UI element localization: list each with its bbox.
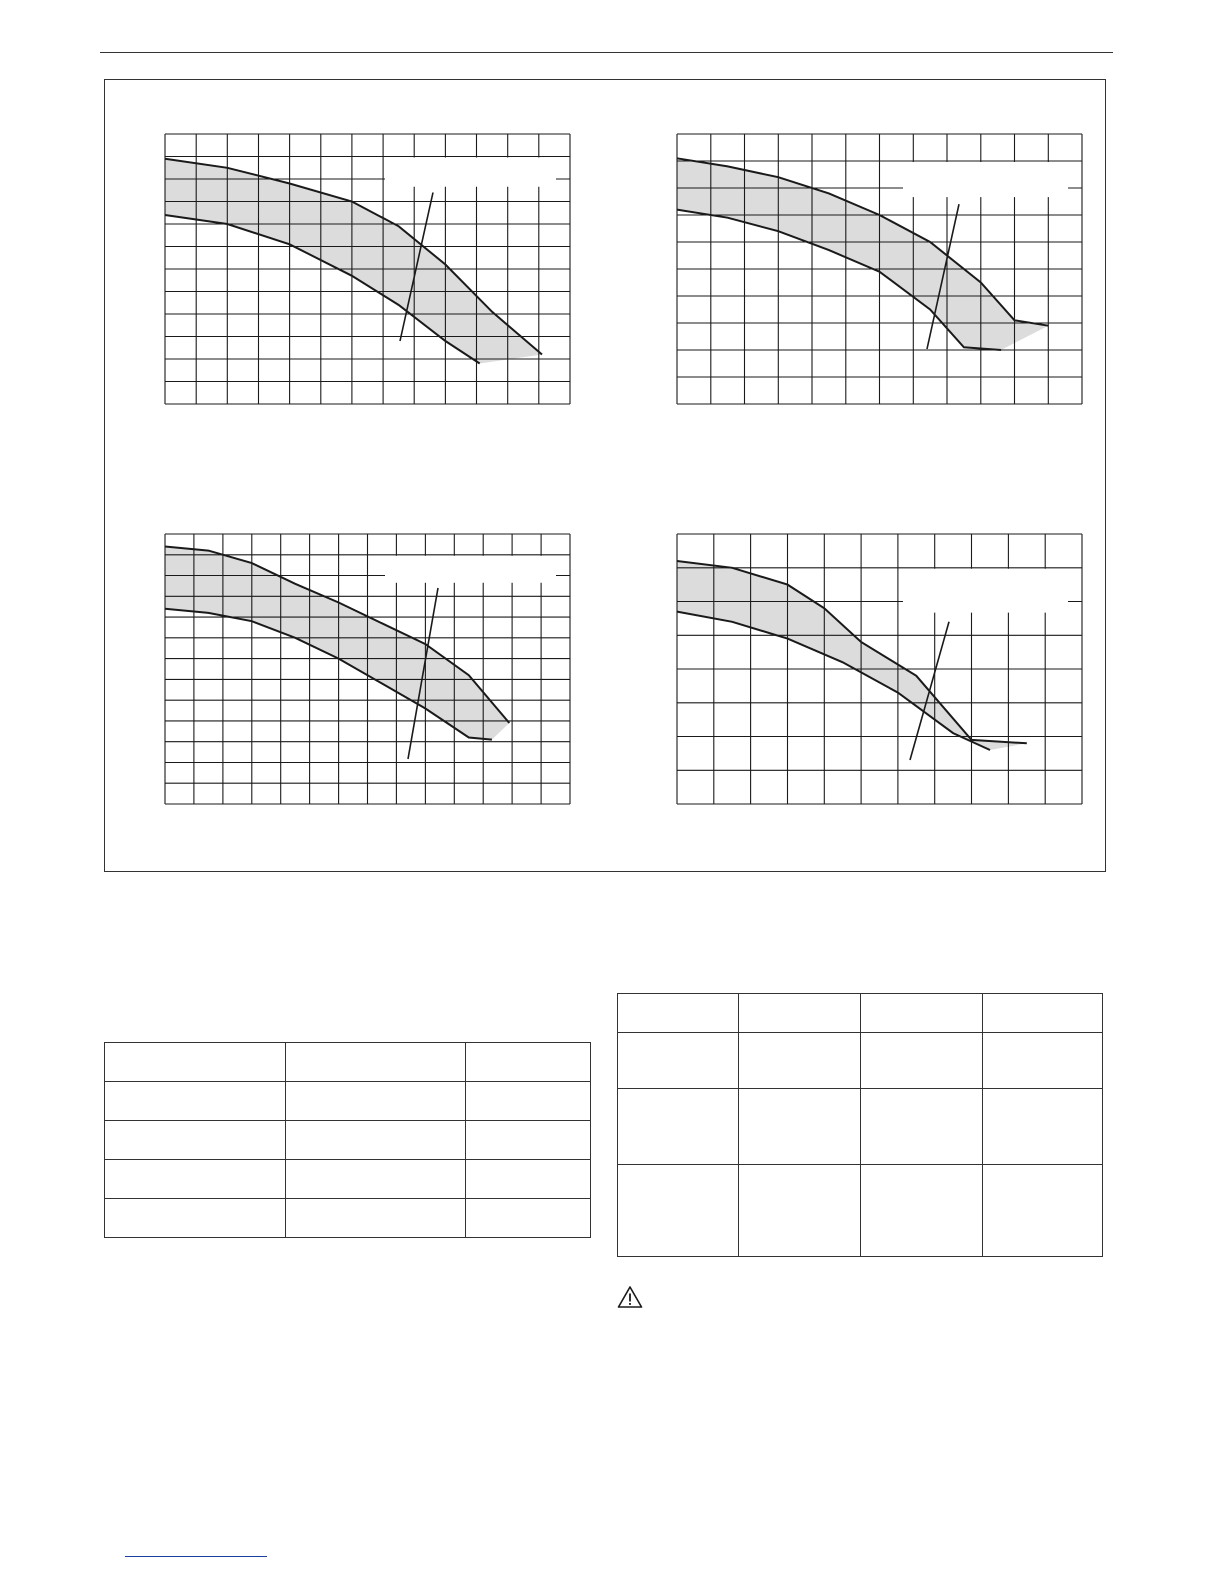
table-cell <box>739 994 861 1033</box>
table-cell <box>861 1089 983 1165</box>
table-cell <box>286 1043 466 1082</box>
table-cell <box>739 1033 861 1089</box>
table-cell <box>105 1121 286 1160</box>
curve-label-box <box>385 158 556 187</box>
table-cell <box>983 1165 1103 1257</box>
table-cell <box>105 1043 286 1082</box>
table-cell <box>466 1160 591 1199</box>
curve-label-box <box>903 569 1068 613</box>
table-cell <box>618 1033 739 1089</box>
table-cell <box>861 1033 983 1089</box>
table-row <box>618 994 1103 1033</box>
spec-table-left <box>104 1042 591 1238</box>
performance-chart-2 <box>677 134 1082 404</box>
table-row <box>105 1199 591 1238</box>
table-cell <box>861 1165 983 1257</box>
table-cell <box>105 1199 286 1238</box>
table-row <box>618 1165 1103 1257</box>
header-rule <box>100 52 1113 53</box>
table-cell <box>466 1082 591 1121</box>
warning-icon <box>617 1285 643 1309</box>
performance-chart-4 <box>677 534 1082 804</box>
table-row <box>105 1160 591 1199</box>
table-cell <box>466 1121 591 1160</box>
table-cell <box>739 1089 861 1165</box>
footer-link-underline <box>125 1556 267 1557</box>
table-cell <box>983 1089 1103 1165</box>
table-cell <box>983 994 1103 1033</box>
table-cell <box>466 1199 591 1238</box>
table-cell <box>105 1160 286 1199</box>
performance-chart-1 <box>165 134 570 404</box>
performance-chart-3 <box>165 534 570 804</box>
table-cell <box>286 1082 466 1121</box>
table-cell <box>983 1033 1103 1089</box>
table-row <box>618 1089 1103 1165</box>
curve-label-box <box>385 556 556 583</box>
operating-range-band <box>165 159 542 364</box>
table-row <box>618 1033 1103 1089</box>
table-cell <box>105 1082 286 1121</box>
table-cell <box>739 1165 861 1257</box>
table-row <box>105 1082 591 1121</box>
spec-table-right <box>617 993 1103 1257</box>
table-cell <box>618 994 739 1033</box>
table-cell <box>618 1165 739 1257</box>
table-row <box>105 1121 591 1160</box>
table-cell <box>466 1043 591 1082</box>
table-cell <box>861 994 983 1033</box>
table-cell <box>286 1160 466 1199</box>
table-cell <box>618 1089 739 1165</box>
curve-label-box <box>903 162 1068 197</box>
table-cell <box>286 1121 466 1160</box>
table-cell <box>286 1199 466 1238</box>
table-row <box>105 1043 591 1082</box>
